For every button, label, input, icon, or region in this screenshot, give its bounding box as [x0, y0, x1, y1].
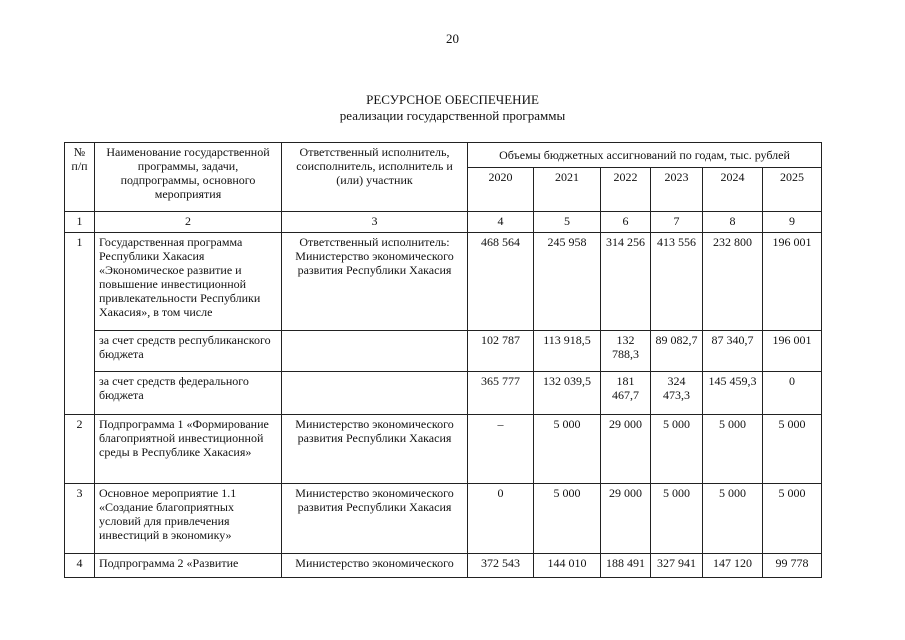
row-num: 4 [65, 554, 95, 578]
row-num: 3 [65, 484, 95, 554]
table-row [65, 484, 822, 554]
header-year-2024: 2024 [703, 168, 763, 212]
row-value-2020: 365 777 [468, 372, 534, 415]
table-row [65, 554, 822, 578]
row-name: за счет средств федерального бюджета [95, 372, 282, 415]
header-year-2022: 2022 [601, 168, 651, 212]
table-row [65, 331, 822, 372]
row-value-2021: 113 918,5 [534, 331, 601, 372]
row-executor: Ответственный исполнитель: Министерство экономического развития Республики Хакасия [282, 233, 468, 331]
page-number: 20 [446, 31, 459, 46]
header-year-2020: 2020 [468, 168, 534, 212]
row-value-2022: 188 491 [601, 554, 651, 578]
row-name: Основное мероприятие 1.1 «Создание благоприятных условий для привлечения инвестиций в экономику» [95, 484, 282, 554]
row-value-2025: 196 001 [763, 233, 822, 331]
row-executor: Министерство экономического [282, 554, 468, 578]
row-value-2020: 0 [468, 484, 534, 554]
row-name: Подпрограмма 2 «Развитие [95, 554, 282, 578]
row-value-2024: 5 000 [703, 484, 763, 554]
column-number: 7 [651, 212, 703, 233]
row-value-2024: 147 120 [703, 554, 763, 578]
header-year-2021: 2021 [534, 168, 601, 212]
column-number: 1 [65, 212, 95, 233]
row-value-2022: 29 000 [601, 415, 651, 484]
title-line-2: реализации государственной программы [339, 108, 566, 123]
row-num: 2 [65, 415, 95, 484]
column-number: 5 [534, 212, 601, 233]
row-executor: Министерство экономического развития Республики Хакасия [282, 484, 468, 554]
column-number-row [65, 212, 822, 233]
row-name: Государственная программа Республики Хакасия «Экономическое развитие и повышение инвестиционной привлекательности Республики Хакасия», в том числе [95, 233, 282, 331]
column-number: 4 [468, 212, 534, 233]
row-executor [282, 331, 468, 372]
row-value-2023: 5 000 [651, 415, 703, 484]
header-executor: Ответственный исполнитель, соисполнитель, исполнитель и (или) участник [282, 143, 468, 212]
row-value-2021: 245 958 [534, 233, 601, 331]
row-value-2022: 181 467,7 [601, 372, 651, 415]
row-value-2025: 99 778 [763, 554, 822, 578]
row-value-2025: 5 000 [763, 484, 822, 554]
column-number: 8 [703, 212, 763, 233]
row-name: за счет средств республиканского бюджета [95, 331, 282, 372]
row-value-2020: 102 787 [468, 331, 534, 372]
row-value-2021: 132 039,5 [534, 372, 601, 415]
row-value-2025: 5 000 [763, 415, 822, 484]
row-executor [282, 372, 468, 415]
header-num: № п/п [65, 143, 95, 212]
header-budget: Объемы бюджетных ассигнований по годам, тыс. рублей [468, 143, 822, 168]
header-year-2025: 2025 [763, 168, 822, 212]
row-value-2022: 314 256 [601, 233, 651, 331]
table-row [65, 233, 822, 331]
row-value-2023: 89 082,7 [651, 331, 703, 372]
row-value-2024: 87 340,7 [703, 331, 763, 372]
column-number: 9 [763, 212, 822, 233]
header-name: Наименование государственной программы, задачи, подпрограммы, основного мероприятия [95, 143, 282, 212]
row-value-2024: 145 459,3 [703, 372, 763, 415]
row-value-2022: 29 000 [601, 484, 651, 554]
row-value-2024: 232 800 [703, 233, 763, 331]
row-value-2023: 324 473,3 [651, 372, 703, 415]
row-num: 1 [65, 233, 95, 415]
table-row [65, 372, 822, 415]
row-value-2023: 327 941 [651, 554, 703, 578]
title-line-1: РЕСУРСНОЕ ОБЕСПЕЧЕНИЕ [366, 92, 539, 107]
row-value-2022: 132 788,3 [601, 331, 651, 372]
column-number: 6 [601, 212, 651, 233]
row-value-2020: – [468, 415, 534, 484]
column-number: 2 [95, 212, 282, 233]
row-value-2021: 5 000 [534, 484, 601, 554]
table-row [65, 415, 822, 484]
row-value-2020: 468 564 [468, 233, 534, 331]
row-value-2024: 5 000 [703, 415, 763, 484]
resource-table [64, 142, 822, 578]
row-executor: Министерство экономического развития Республики Хакасия [282, 415, 468, 484]
row-value-2025: 196 001 [763, 331, 822, 372]
row-value-2021: 144 010 [534, 554, 601, 578]
row-value-2023: 5 000 [651, 484, 703, 554]
row-value-2023: 413 556 [651, 233, 703, 331]
row-name: Подпрограмма 1 «Формирование благоприятной инвестиционной среды в Республике Хакасия» [95, 415, 282, 484]
row-value-2025: 0 [763, 372, 822, 415]
header-year-2023: 2023 [651, 168, 703, 212]
column-number: 3 [282, 212, 468, 233]
document-title [0, 92, 905, 124]
row-value-2021: 5 000 [534, 415, 601, 484]
row-value-2020: 372 543 [468, 554, 534, 578]
